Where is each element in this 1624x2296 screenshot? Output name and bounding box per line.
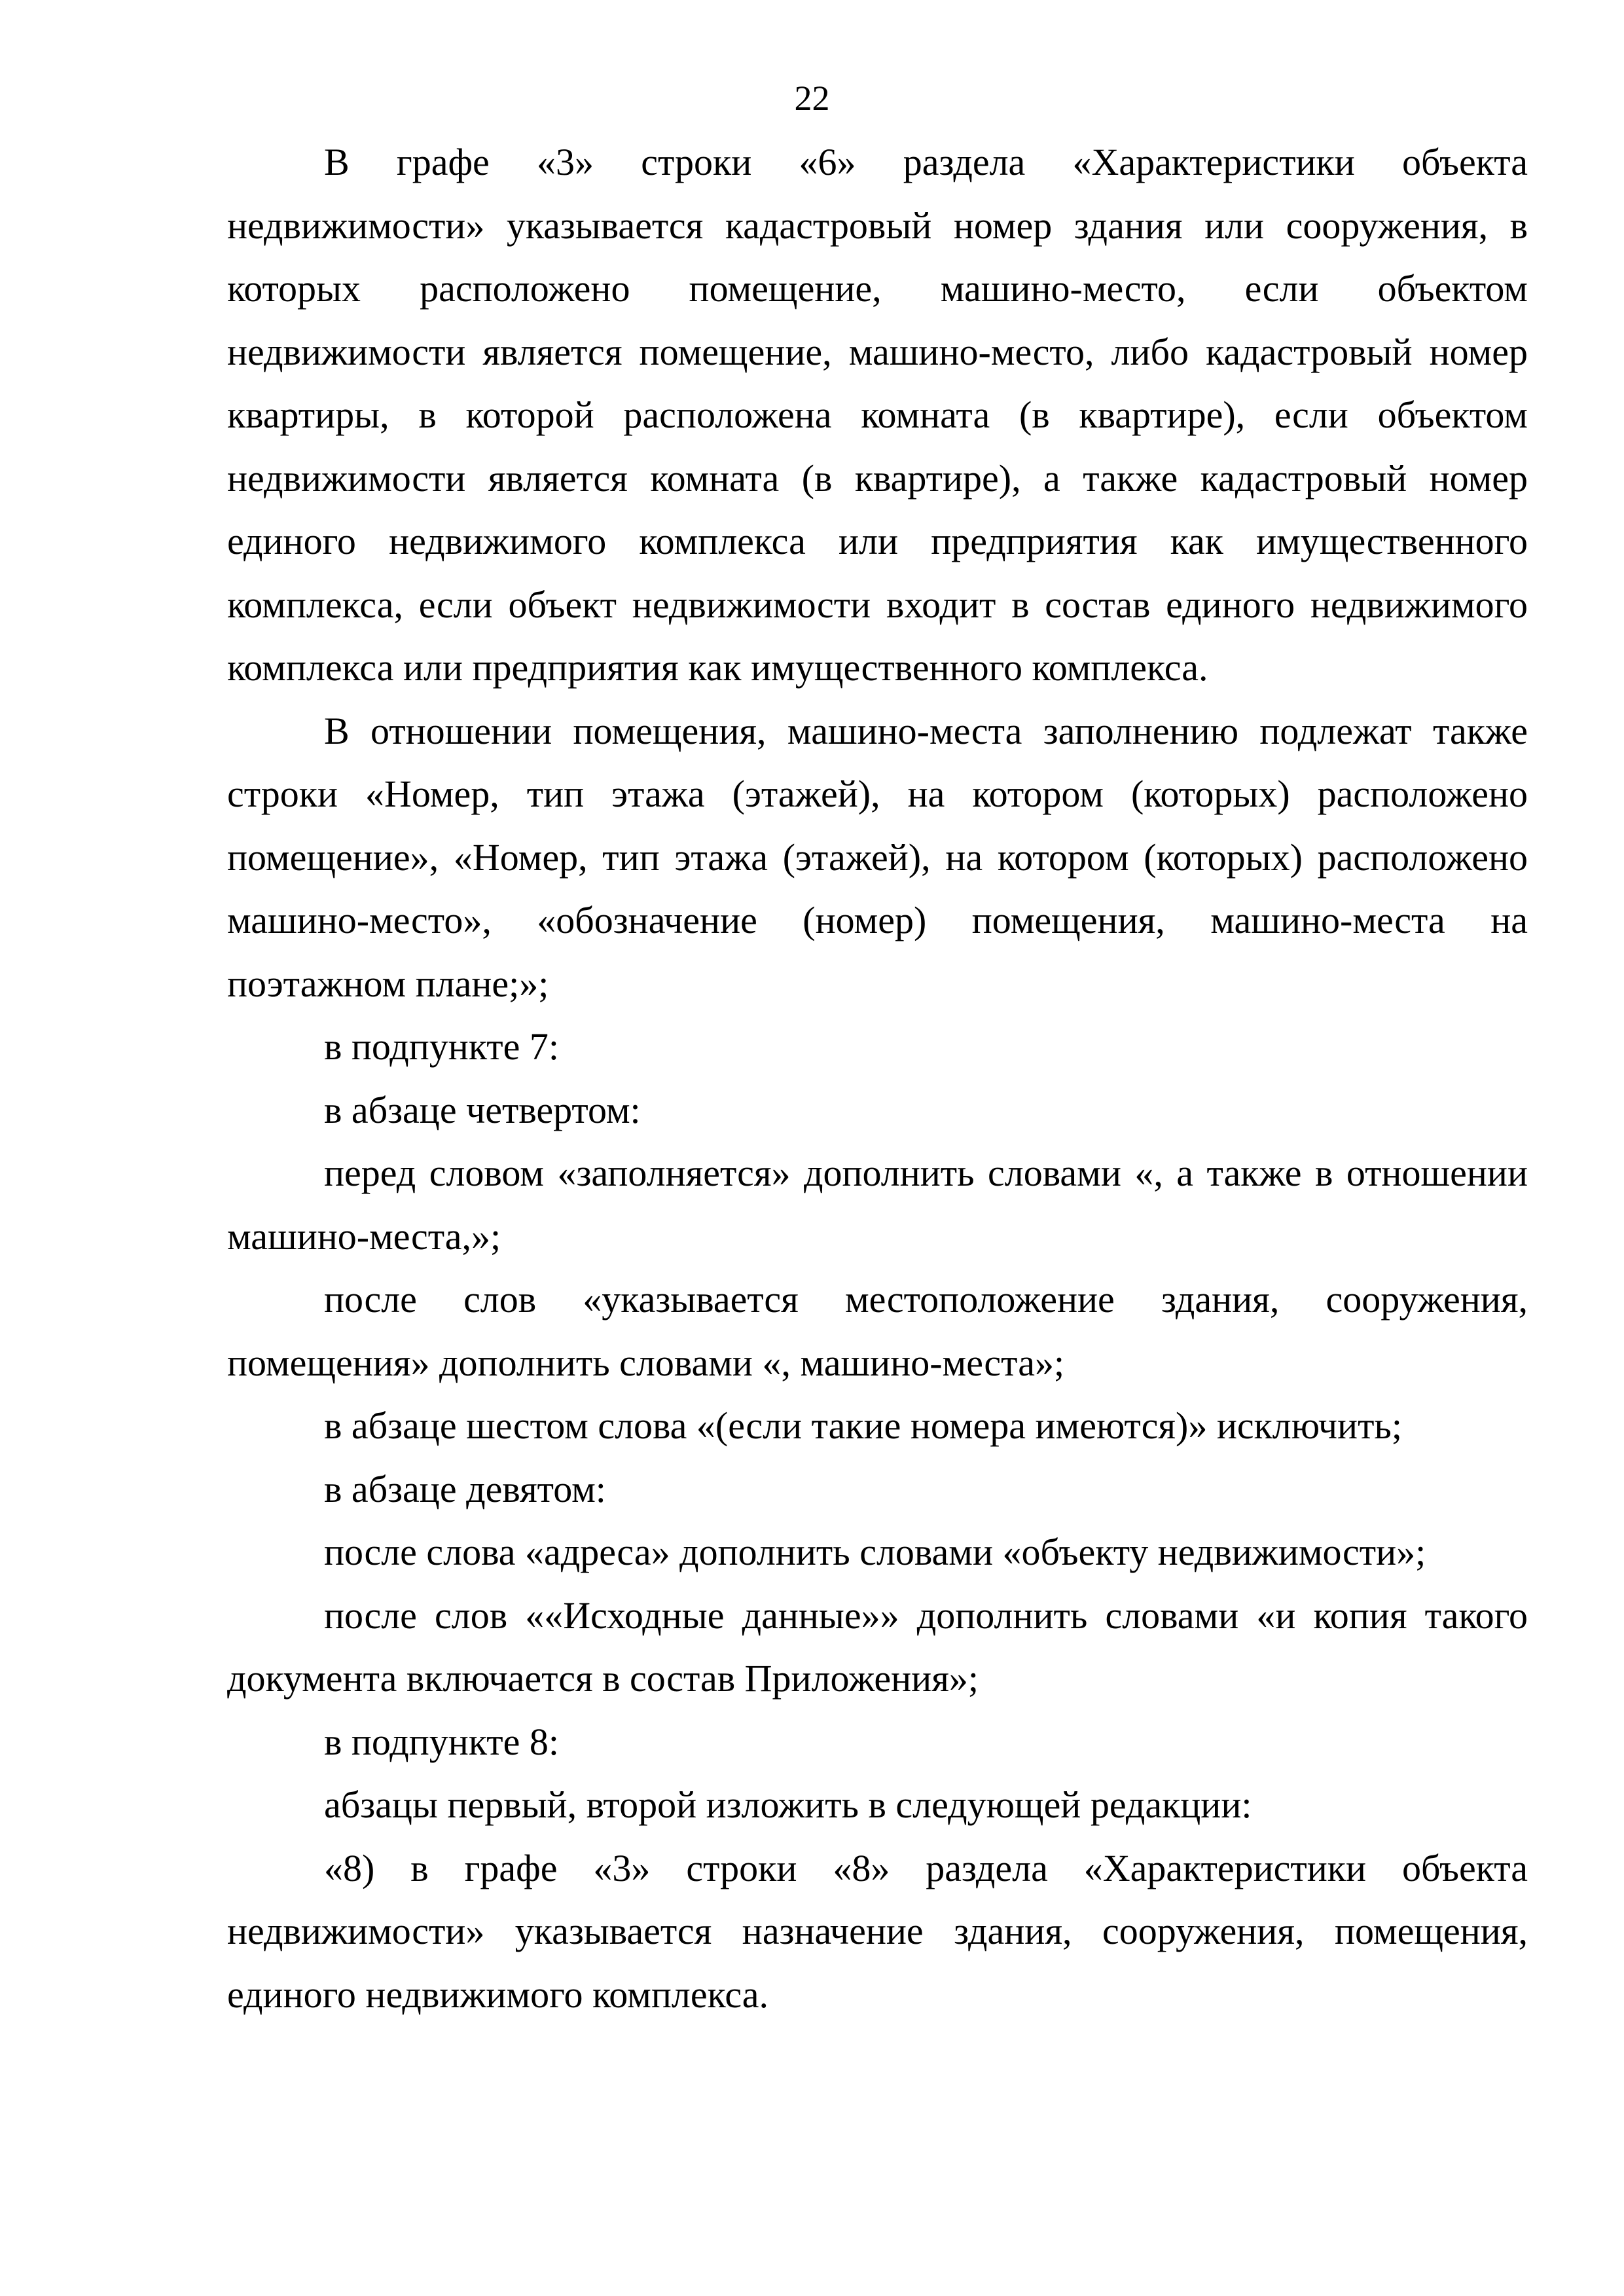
paragraph: абзацы первый, второй изложить в следующей редакции: (324, 1783, 1252, 1826)
paragraph: в подпункте 7: (324, 1025, 559, 1068)
paragraph: в абзаце девятом: (324, 1467, 606, 1510)
paragraph: «8) в графе «3» строки «8» раздела «Характеристики объекта недвижимости» указывается назначение здания, сооружения, помещения, единого недвижимого комплекса. (227, 1846, 1528, 2016)
page-number: 22 (794, 79, 830, 118)
paragraph: после слов «указывается местоположение здания, сооружения, помещения» дополнить словами «, машино-места»; (227, 1278, 1528, 1384)
paragraph: перед словом «заполняется» дополнить словами «, а также в отношении машино-места,»; (227, 1152, 1528, 1258)
paragraph: В графе «3» строки «6» раздела «Характеристики объекта недвижимости» указывается кадастровый номер здания или сооружения, в которых расположено помещение, машино-место, если объектом недвижимости является помещение, машино-место, либо кадастровый номер квартиры, в которой расположена комната (в квартире), если объектом недвижимости является комната (в квартире), а также кадастровый номер единого недвижимого комплекса или предприятия как имущественного комплекса, если объект недвижимости входит в состав единого недвижимого комплекса или предприятия как имущественного комплекса. (227, 141, 1528, 689)
paragraph: в абзаце шестом слова «(если такие номера имеются)» исключить; (324, 1404, 1402, 1447)
paragraph: В отношении помещения, машино-места заполнению подлежат также строки «Номер, тип этажа (этажей), на котором (которых) расположено помещение», «Номер, тип этажа (этажей), на котором (которых) расположено машино-место», «обозначение (номер) помещения, машино-места на поэтажном плане;»; (227, 709, 1528, 1005)
paragraph: в абзаце четвертом: (324, 1088, 641, 1131)
paragraph: в подпункте 8: (324, 1720, 559, 1763)
paragraph: после слова «адреса» дополнить словами «объекту недвижимости»; (324, 1531, 1426, 1573)
document-body (227, 131, 1528, 2026)
paragraph: после слов ««Исходные данные»» дополнить словами «и копия такого документа включается в состав Приложения»; (227, 1594, 1528, 1700)
